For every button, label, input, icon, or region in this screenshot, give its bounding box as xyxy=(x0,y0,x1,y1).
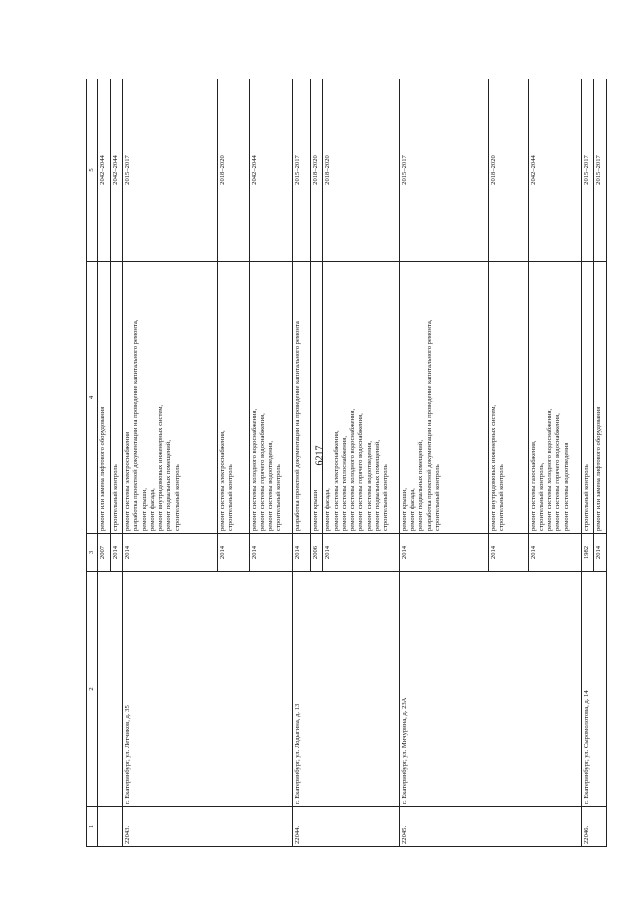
year-cell: 2014 xyxy=(594,534,607,572)
work-item: ремонт системы горячего водоснабжения, xyxy=(554,413,562,531)
table-row xyxy=(98,79,110,847)
work-item: строительный контроль xyxy=(275,464,283,531)
row-number-cell: 22044. xyxy=(293,807,400,847)
header-cell-year: 3 xyxy=(87,534,98,572)
period-cell: 2018–2020 xyxy=(310,79,322,262)
work-item: ремонт подвальных помещений, xyxy=(165,440,173,531)
work-item: ремонт системы электроснабжения, xyxy=(332,430,340,531)
address-cell: г. Екатеринбург, ул. Сыромолотова, д. 14 xyxy=(581,572,606,807)
year-cell: 1982 xyxy=(581,534,593,572)
work-item: строительный контроль xyxy=(111,464,119,531)
period-cell: 2042–2044 xyxy=(98,79,110,262)
work-item: ремонт фасада, xyxy=(409,488,417,531)
works-cell xyxy=(528,262,581,534)
period-cell: 2015–2017 xyxy=(399,79,488,262)
work-item: ремонт внутридомовых инженерных систем, xyxy=(157,404,165,531)
year-cell: 2014 xyxy=(528,534,581,572)
work-item: ремонт системы холодного водоснабжения, xyxy=(349,408,357,531)
year-cell: 2014 xyxy=(110,534,122,572)
work-item: ремонт системы электроснабжения, xyxy=(218,430,226,531)
year-cell: 2007 xyxy=(98,534,110,572)
row-number-cell: 22045. xyxy=(399,807,581,847)
row-number-cell: 22046. xyxy=(581,807,606,847)
work-item: разработка проектной документации на проведение капитального ремонта xyxy=(294,321,302,531)
year-cell: 2014 xyxy=(217,534,249,572)
period-cell: 2042–2044 xyxy=(249,79,292,262)
table-body xyxy=(98,79,607,847)
period-cell: 2018–2020 xyxy=(217,79,249,262)
work-item: строительный контроль xyxy=(381,464,389,531)
period-cell: 2015–2017 xyxy=(293,79,311,262)
works-cell xyxy=(310,262,322,534)
repair-schedule-table xyxy=(86,79,607,847)
work-item: ремонт крыши xyxy=(311,489,319,531)
work-item: ремонт системы теплоснабжения, xyxy=(340,436,348,531)
work-item: ремонт системы электроснабжения xyxy=(124,431,132,531)
period-cell: 2018–2020 xyxy=(488,79,528,262)
row-number-cell: 22043. xyxy=(123,807,293,847)
work-item: ремонт внутридомовых инженерных систем, xyxy=(489,404,497,531)
page-number-text: 6217 xyxy=(314,445,326,465)
work-item: ремонт фасада, xyxy=(324,488,332,531)
rotated-page xyxy=(86,79,607,847)
year-cell: 2014 xyxy=(123,534,217,572)
works-cell xyxy=(581,262,593,534)
year-cell: 2014 xyxy=(488,534,528,572)
work-item: ремонт системы горячего водоснабжения, xyxy=(357,413,365,531)
rotated-table-container xyxy=(86,79,607,847)
period-cell: 2015–2017 xyxy=(594,79,607,262)
work-item: строительный контроль xyxy=(497,464,505,531)
work-item: ремонт системы водоотведения, xyxy=(267,440,275,531)
work-item: строительный контроль, xyxy=(537,462,545,531)
works-cell xyxy=(110,262,122,534)
works-cell xyxy=(98,262,110,534)
period-cell: 2042–2044 xyxy=(528,79,581,262)
work-item: разработка проектной документации на проведение капитального ремонта, xyxy=(132,319,140,531)
period-cell: 2018–2020 xyxy=(323,79,400,262)
works-cell xyxy=(399,262,488,534)
work-item: строительный контроль xyxy=(226,464,234,531)
header-cell-number: 1 xyxy=(87,807,98,847)
works-cell xyxy=(323,262,400,534)
header-row xyxy=(87,79,98,847)
header-cell-works: 4 xyxy=(87,262,98,534)
table-row xyxy=(123,79,217,847)
table-row xyxy=(399,79,488,847)
year-cell: 2014 xyxy=(399,534,488,572)
address-cell: г. Екатеринбург, ул. Летчиков, д. 35 xyxy=(123,572,293,807)
address-cell xyxy=(98,572,123,807)
work-item: ремонт системы холодного водоснабжения, xyxy=(250,408,258,531)
year-cell: 2006 xyxy=(310,534,322,572)
work-item: ремонт или замена лифтового оборудования xyxy=(595,406,603,531)
work-item: строительный контроль xyxy=(173,464,181,531)
header-cell-period: 5 xyxy=(87,79,98,262)
work-item: ремонт крыши, xyxy=(400,488,408,531)
works-cell xyxy=(217,262,249,534)
address-cell: г. Екатеринбург, ул. Мичурина, д. 23А xyxy=(399,572,581,807)
work-item: строительный контроль xyxy=(582,464,590,531)
address-cell: г. Екатеринбург, ул. Лодыгина, д. 13 xyxy=(293,572,400,807)
work-item: разработка проектной документации на проведение капитального ремонта, xyxy=(425,319,433,531)
work-item: ремонт системы горячего водоснабжения, xyxy=(259,413,267,531)
period-cell: 2042–2044 xyxy=(110,79,122,262)
row-number-cell xyxy=(98,807,123,847)
work-item: ремонт подвальных помещений, xyxy=(417,440,425,531)
works-cell xyxy=(293,262,311,534)
work-item: ремонт системы водоотведения, xyxy=(365,440,373,531)
page-number xyxy=(313,445,327,465)
work-item: ремонт системы холодного водоснабжения, xyxy=(546,408,554,531)
work-item: ремонт фасада, xyxy=(148,488,156,531)
header-cell-address: 2 xyxy=(87,572,98,807)
works-cell xyxy=(594,262,607,534)
work-item: ремонт системы газоснабжения, xyxy=(529,440,537,531)
table-row xyxy=(581,79,593,847)
year-cell: 2014 xyxy=(293,534,311,572)
table-row xyxy=(293,79,311,847)
work-item: ремонт или замена лифтового оборудования xyxy=(99,406,107,531)
year-cell: 2014 xyxy=(249,534,292,572)
work-item: ремонт подвальных помещений, xyxy=(373,440,381,531)
work-item: ремонт крыши, xyxy=(140,488,148,531)
period-cell: 2015–2017 xyxy=(123,79,217,262)
work-item: строительный контроль xyxy=(433,464,441,531)
works-cell xyxy=(249,262,292,534)
works-cell xyxy=(123,262,217,534)
period-cell: 2015–2017 xyxy=(581,79,593,262)
year-cell: 2014 xyxy=(323,534,400,572)
work-item: ремонт системы водоотведения xyxy=(562,442,570,531)
works-cell xyxy=(488,262,528,534)
